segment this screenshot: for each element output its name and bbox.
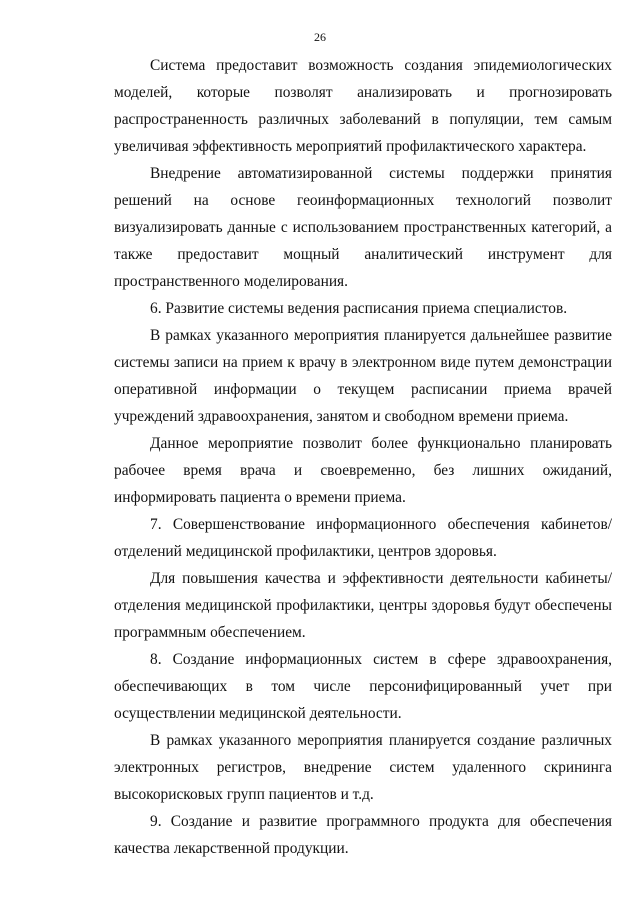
section-heading-6: 6. Развитие системы ведения расписания приема специалистов. [150, 300, 568, 317]
page-number: 26 [314, 30, 326, 44]
paragraph-electronic-appointments: В рамках указанного мероприятия планируется дальнейшее развитие системы записи на прием к врачу в электронном виде путем демонстрации оперативной информации о текущем расписании приема врачей учреждений здравоохранения, занятом и свободном времени приема. [114, 327, 612, 425]
section-heading-8: 8. Создание информационных систем в сфере здравоохранения, обеспечивающих в том числе персонифицированный учет при осуществлении медицинской деятельности. [114, 651, 612, 722]
section-heading-7: 7. Совершенствование информационного обеспечения кабинетов/отделений медицинской профилактики, центров здоровья. [114, 516, 612, 560]
paragraph-prevention-software: Для повышения качества и эффективности деятельности кабинеты/отделения медицинской профилактики, центры здоровья будут обеспечены программным обеспечением. [114, 570, 612, 641]
paragraph-doctor-schedule: Данное мероприятие позволит более функционально планировать рабочее время врача и своевременно, без лишних ожиданий, информировать пациента о времени приема. [114, 435, 612, 506]
paragraph-epidemiological-models: Система предоставит возможность создания эпидемиологических моделей, которые позволят анализировать и прогнозировать распространенность различных заболеваний в популяции, тем самым увеличивая эффективность мероприятий профилактического характера. [114, 57, 612, 155]
paragraph-electronic-registers: В рамках указанного мероприятия планируется создание различных электронных регистров, внедрение систем удаленного скрининга высокорисковых групп пациентов и т.д. [114, 732, 612, 803]
paragraph-gis-decision-support: Внедрение автоматизированной системы поддержки принятия решений на основе геоинформационных технологий позволит визуализировать данные с использованием пространственных категорий, а также предоставит мощный аналитический инструмент для пространственного моделирования. [114, 165, 612, 290]
document-body [114, 52, 612, 862]
section-heading-9: 9. Создание и развитие программного продукта для обеспечения качества лекарственной продукции. [114, 813, 612, 857]
